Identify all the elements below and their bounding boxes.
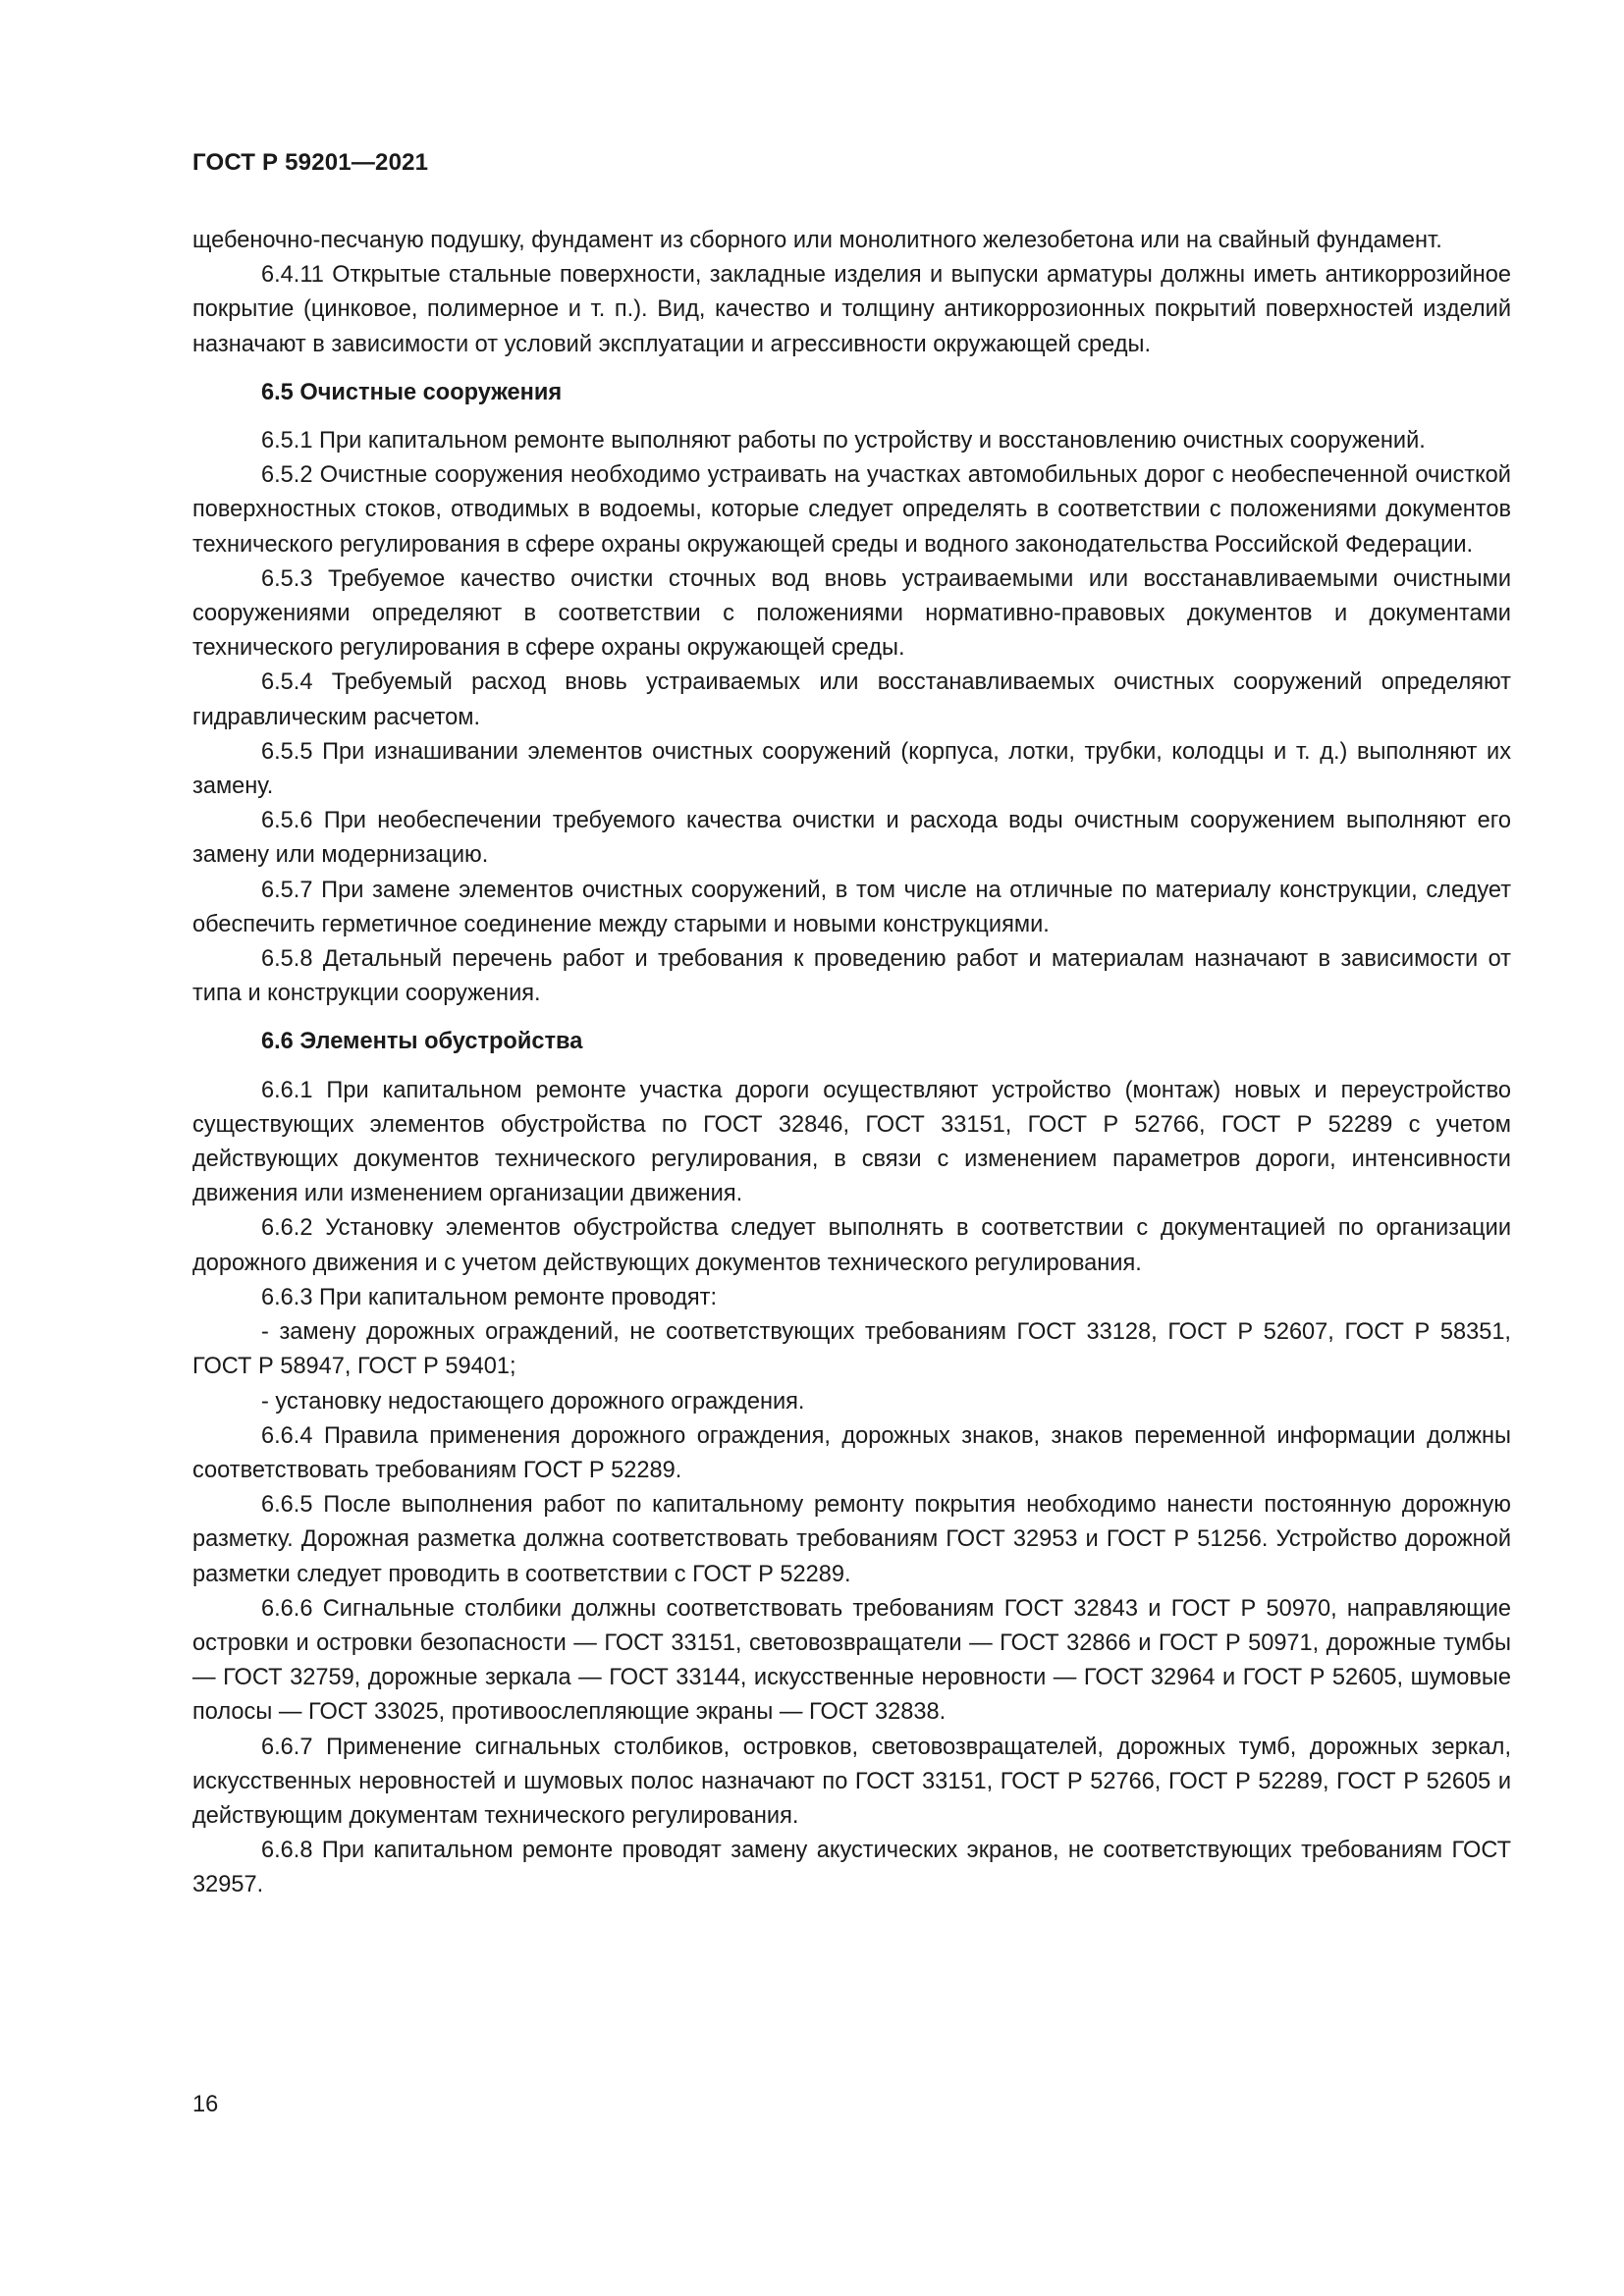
paragraph-6-5-8: 6.5.8 Детальный перечень работ и требования к проведению работ и материалам назначают в зависимости от типа и конструкции сооружения.	[192, 946, 1511, 1007]
paragraph-6-5-6: 6.5.6 При необеспечении требуемого качества очистки и расхода воды очистным сооружением выполняют его замену или модернизацию.	[192, 808, 1511, 869]
paragraph-6-6-6: 6.6.6 Сигнальные столбики должны соответствовать требованиям ГОСТ 32843 и ГОСТ Р 50970, направляющие островки и островки безопасности — ГОСТ 33151, световозвращатели — ГОСТ 32866 и ГОСТ Р 50971, дорожные тумбы — ГОСТ 32759, дорожные зеркала — ГОСТ 33144, искусственные неровности — ГОСТ 32964 и ГОСТ Р 52605, шумовые полосы — ГОСТ 33025, противоослепляющие экраны — ГОСТ 32838.	[192, 1595, 1511, 1726]
section-heading-6-6: 6.6 Элементы обустройства	[261, 1029, 583, 1055]
paragraph-6-6-5: 6.6.5 После выполнения работ по капитальному ремонту покрытия необходимо нанести постоянную дорожную разметку. Дорожная разметка должна соответствовать требованиям ГОСТ 32953 и ГОСТ Р 51256. Устройство дорожной разметки следует проводить в соответствии с ГОСТ Р 52289.	[192, 1492, 1511, 1587]
document-body	[192, 224, 1511, 1903]
paragraph-6-5-7: 6.5.7 При замене элементов очистных сооружений, в том числе на отличные по материалу конструкции, следует обеспечить герметичное соединение между старыми и новыми конструкциями.	[192, 877, 1511, 937]
paragraph-6-5-4: 6.5.4 Требуемый расход вновь устраиваемых или восстанавливаемых очистных сооружений определяют гидравлическим расчетом.	[192, 669, 1511, 730]
paragraph-6-5-1: 6.5.1 При капитальном ремонте выполняют работы по устройству и восстановлению очистных сооружений.	[261, 428, 1426, 454]
paragraph-6-5-2: 6.5.2 Очистные сооружения необходимо устраивать на участках автомобильных дорог с необеспеченной очисткой поверхностных стоков, отводимых в водоемы, которые следует определять в соответствии с положениями документов технического регулирования в сфере охраны окружающей среды и водного законодательства Российской Федерации.	[192, 462, 1511, 558]
list-item-6-6-3-a: - замену дорожных ограждений, не соответствующих требованиям ГОСТ 33128, ГОСТ Р 52607, ГОСТ Р 58351, ГОСТ Р 58947, ГОСТ Р 59401;	[192, 1319, 1511, 1380]
paragraph-6-6-4: 6.6.4 Правила применения дорожного ограждения, дорожных знаков, знаков переменной информации должны соответствовать требованиям ГОСТ Р 52289.	[192, 1422, 1511, 1483]
page-number: 16	[192, 2092, 219, 2117]
paragraph-6-5-5: 6.5.5 При изнашивании элементов очистных сооружений (корпуса, лотки, трубки, колодцы и т. д.) выполняют их замену.	[192, 738, 1511, 800]
paragraph-6-6-8: 6.6.8 При капитальном ремонте проводят замену акустических экранов, не соответствующих требованиям ГОСТ 32957.	[192, 1838, 1511, 1898]
paragraph-continuation: щебеночно-песчаную подушку, фундамент из сборного или монолитного железобетона или на свайный фундамент.	[192, 228, 1442, 253]
paragraph-6-5-3: 6.5.3 Требуемое качество очистки сточных вод вновь устраиваемыми или восстанавливаемыми очистными сооружениями определяют в соответствии с положениями нормативно-правовых документов и документами технического регулирования в сфере охраны окружающей среды.	[192, 565, 1511, 662]
paragraph-6-4-11: 6.4.11 Открытые стальные поверхности, закладные изделия и выпуски арматуры должны иметь антикоррозийное покрытие (цинковое, полимерное и т. п.). Вид, качество и толщину антикоррозионных покрытий поверхностей изделий назначают в зависимости от условий эксплуатации и агрессивности окружающей среды.	[192, 262, 1511, 357]
paragraph-6-6-3: 6.6.3 При капитальном ремонте проводят:	[261, 1284, 718, 1310]
paragraph-6-6-1: 6.6.1 При капитальном ремонте участка дороги осуществляют устройство (монтаж) новых и переустройство существующих элементов обустройства по ГОСТ 32846, ГОСТ 33151, ГОСТ Р 52766, ГОСТ Р 52289 с учетом действующих документов технического регулирования, в связи с изменением параметров дороги, интенсивности движения или изменением организации движения.	[192, 1077, 1511, 1207]
list-item-6-6-3-b: - установку недостающего дорожного ограждения.	[261, 1388, 805, 1415]
paragraph-6-6-2: 6.6.2 Установку элементов обустройства следует выполнять в соответствии с документацией по организации дорожного движения и с учетом действующих документов технического регулирования.	[192, 1215, 1511, 1276]
section-heading-6-5: 6.5 Очистные сооружения	[261, 379, 563, 405]
document-header: ГОСТ Р 59201—2021	[192, 149, 429, 176]
paragraph-6-6-7: 6.6.7 Применение сигнальных столбиков, островков, световозвращателей, дорожных тумб, дорожных зеркал, искусственных неровностей и шумовых полос назначают по ГОСТ 33151, ГОСТ Р 52766, ГОСТ Р 52289, ГОСТ Р 52605 и действующим документам технического регулирования.	[192, 1734, 1511, 1829]
